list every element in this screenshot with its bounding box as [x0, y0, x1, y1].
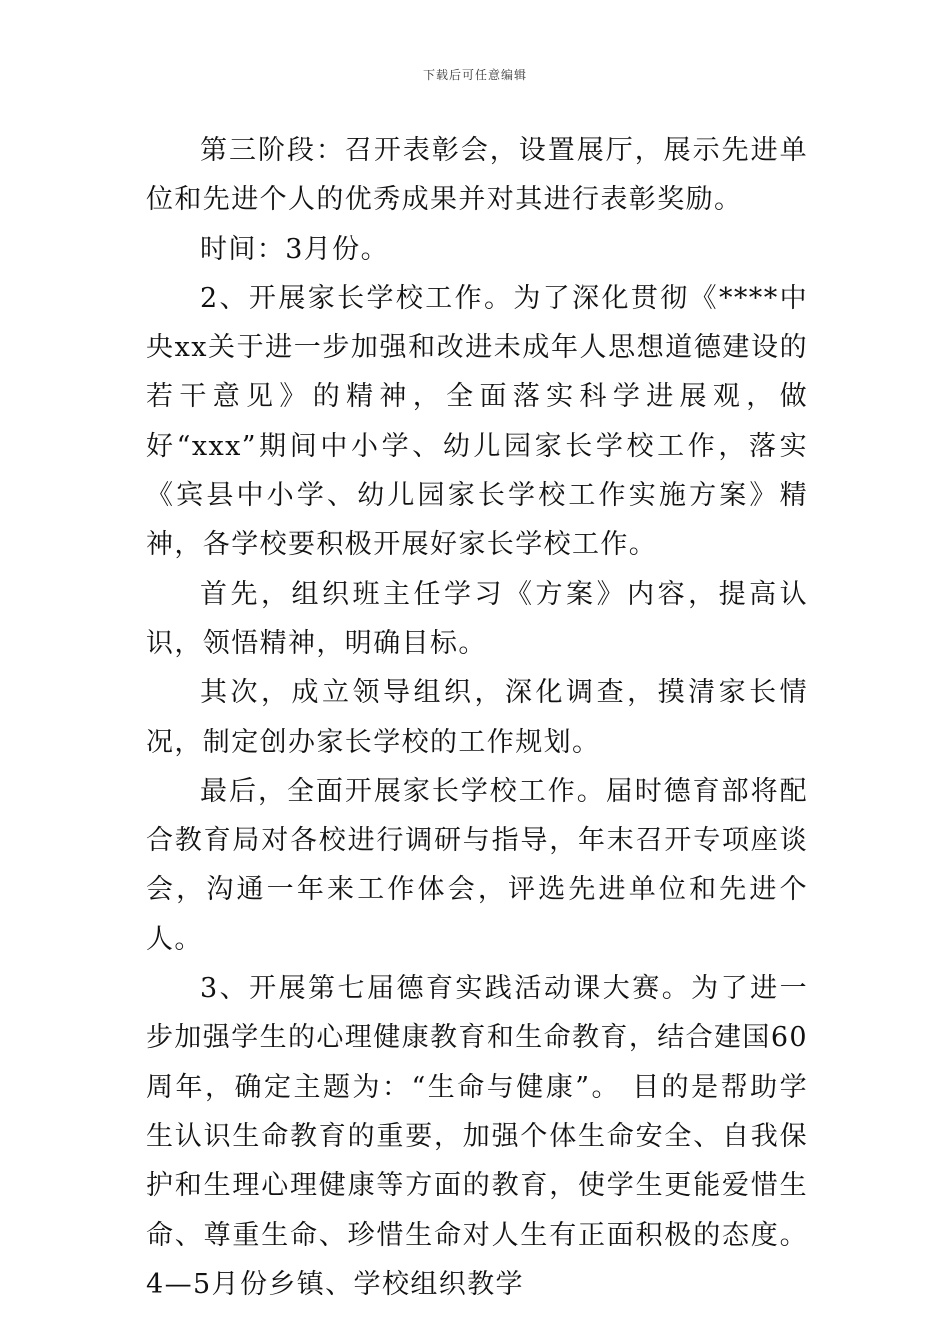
paragraph-first: 首先，组织班主任学习《方案》内容，提高认识，领悟精神，明确目标。 — [146, 578, 808, 659]
paragraph-competition: 3、开展第七届德育实践活动课大赛。为了进一步加强学生的心理健康教育和生命教育，结合建国60周年，确定主题为：“生命与健康”。 目的是帮助学生认识生命教育的重要，加强个体生命安全、自我保护和生理心理健康等方面的教育，使学生更能爱惜生命、尊重生命、珍惜生命对人生有正面积极的态度。4—5月份乡镇、学校组织教学 — [146, 973, 808, 1300]
document-body — [146, 126, 808, 1309]
paragraph-second: 其次，成立领导组织，深化调查，摸清家长情况，制定创办家长学校的工作规划。 — [146, 677, 808, 758]
paragraph-time: 时间：3月份。 — [200, 233, 389, 265]
paragraph-finally: 最后，全面开展家长学校工作。届时德育部将配合教育局对各校进行调研与指导，年末召开专项座谈会，沟通一年来工作体会，评选先进单位和先进个人。 — [146, 775, 808, 955]
page-header-note: 下载后可任意编辑 — [422, 68, 527, 82]
paragraph-parent-school: 2、开展家长学校工作。为了深化贯彻《****中央xx关于进一步加强和改进未成年人思想道德建设的若干意见》的精神，全面落实科学进展观，做好“xxx”期间中小学、幼儿园家长学校工作，落实《宾县中小学、幼儿园家长学校工作实施方案》精神，各学校要积极开展好家长学校工作。 — [146, 282, 808, 561]
paragraph-stage-three: 第三阶段：召开表彰会，设置展厅，展示先进单位和先进个人的优秀成果并对其进行表彰奖励。 — [146, 135, 808, 216]
